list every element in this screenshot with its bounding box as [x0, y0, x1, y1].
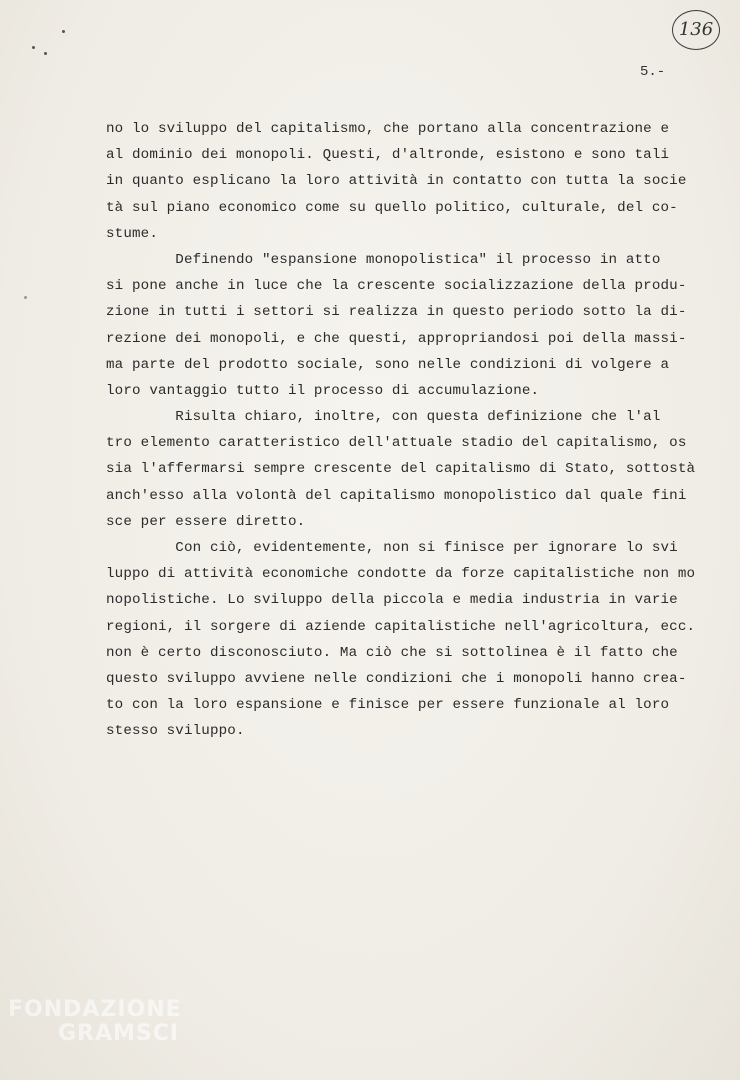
text-line: al dominio dei monopoli. Questi, d'altronde, esistono e sono tali	[106, 147, 670, 164]
text-line: Definendo "espansione monopolistica" il processo in atto	[106, 251, 661, 268]
text-line: regioni, il sorgere di aziende capitalistiche nell'agricoltura, ecc.	[106, 618, 696, 635]
text-line: nopolistiche. Lo sviluppo della piccola e media industria in varie	[106, 592, 678, 609]
text-line: ma parte del prodotto sociale, sono nelle condizioni di volgere a	[106, 356, 670, 373]
text-line: si pone anche in luce che la crescente socializzazione della produ-	[106, 278, 687, 295]
text-line: loro vantaggio tutto il processo di accumulazione.	[106, 382, 540, 399]
text-line: to con la loro espansione e finisce per essere funzionale al loro	[106, 697, 670, 714]
watermark-line: FONDAZIONE	[8, 997, 182, 1022]
ink-speck	[62, 30, 65, 33]
text-line: sce per essere diretto.	[106, 513, 306, 530]
ink-speck	[24, 296, 27, 299]
text-line: in quanto esplicano la loro attività in contatto con tutta la socie	[106, 173, 687, 190]
ink-speck	[32, 46, 35, 49]
watermark-line: GRAMSCI	[58, 1021, 180, 1046]
text-line: Risulta chiaro, inoltre, con questa definizione che l'al	[106, 409, 661, 426]
text-line: zione in tutti i settori si realizza in questo periodo sotto la di-	[106, 304, 687, 321]
text-line: no lo sviluppo del capitalismo, che portano alla concentrazione e	[106, 121, 670, 137]
archive-stamp: 136	[672, 10, 720, 50]
text-line: tro elemento caratteristico dell'attuale stadio del capitalismo, os	[106, 435, 687, 452]
text-line: tà sul piano economico come su quello politico, culturale, del co-	[106, 199, 678, 216]
text-line: anch'esso alla volontà del capitalismo monopolistico dal quale fini	[106, 487, 687, 504]
text-line: Con ciò, evidentemente, non si finisce per ignorare lo svi	[106, 540, 678, 556]
text-line: rezione dei monopoli, e che questi, appropriandosi poi della massi-	[106, 330, 687, 347]
ink-speck	[44, 52, 47, 55]
text-line: sia l'affermarsi sempre crescente del capitalismo di Stato, sottostà	[106, 461, 696, 478]
text-line: luppo di attività economiche condotte da forze capitalistiche non mo	[106, 566, 696, 583]
page-number: 5.-	[640, 64, 666, 80]
text-line: stesso sviluppo.	[106, 723, 245, 740]
text-line: stume.	[106, 225, 158, 242]
text-line: questo sviluppo avviene nelle condizioni che i monopoli hanno crea-	[106, 670, 687, 687]
watermark-logo	[8, 998, 228, 1068]
text-line: non è certo disconosciuto. Ma ciò che si sottolinea è il fatto che	[106, 644, 678, 661]
body-text	[106, 116, 706, 745]
